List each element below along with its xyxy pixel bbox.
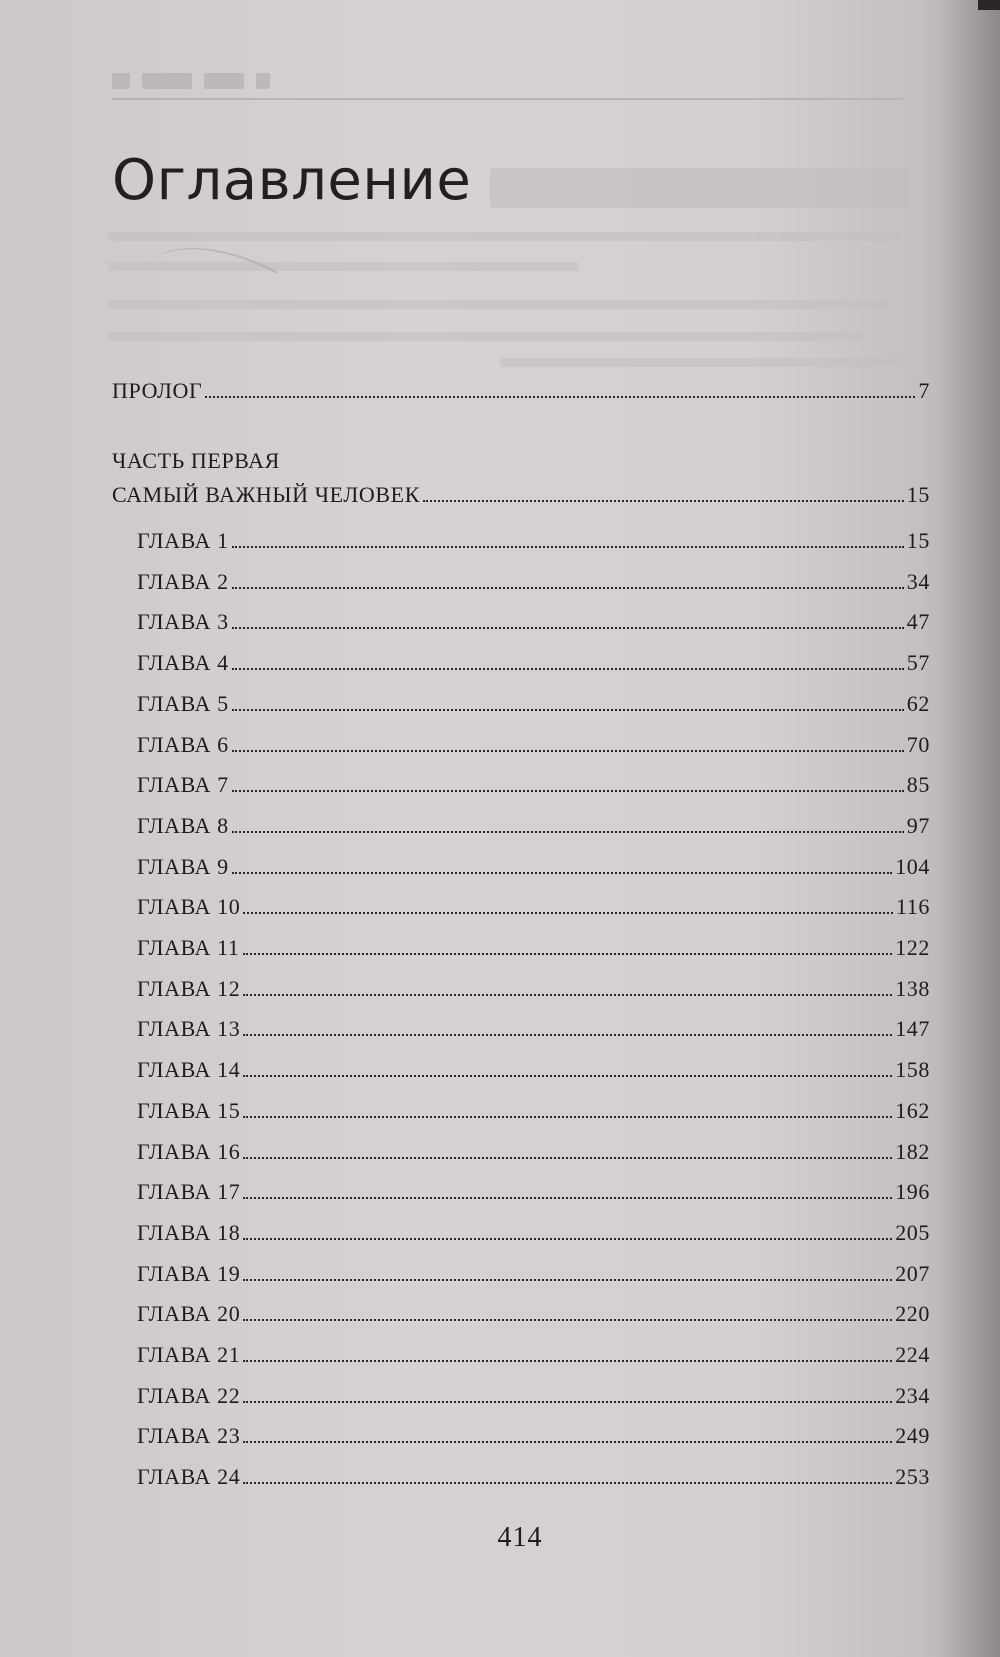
bleed-through-line: [500, 358, 900, 367]
toc-entry-chapter[interactable]: [137, 893, 930, 921]
dot-leader: [232, 546, 904, 548]
toc-entry-part-title[interactable]: [112, 481, 930, 509]
toc-entry-page: 182: [895, 1138, 930, 1164]
toc-entry-label: ГЛАВА 18: [137, 1219, 241, 1245]
toc-entry-label: ГЛАВА 20: [137, 1301, 241, 1327]
toc-entry-label: ГЛАВА 10: [137, 894, 241, 920]
toc-entry-chapter[interactable]: [137, 1382, 930, 1410]
toc-entry-label: ГЛАВА 4: [137, 650, 229, 676]
toc-entry-page: 47: [906, 609, 930, 635]
toc-entry-page: 158: [895, 1057, 930, 1083]
part-label: ЧАСТЬ ПЕРВАЯ: [112, 448, 280, 473]
bleed-through-title: [490, 168, 910, 208]
toc-entry-page: 162: [895, 1097, 930, 1123]
dot-leader: [232, 790, 904, 792]
dot-leader: [232, 750, 904, 752]
toc-entry-page: 70: [906, 731, 930, 757]
toc-entry-chapter[interactable]: [137, 1219, 930, 1247]
toc-entry-page: 253: [895, 1464, 930, 1490]
dot-leader: [232, 668, 904, 670]
toc-entry-chapter[interactable]: [137, 975, 930, 1003]
dot-leader: [243, 994, 892, 996]
dot-leader: [205, 396, 915, 398]
toc-entry-page: 249: [895, 1423, 930, 1449]
dot-leader: [423, 500, 904, 502]
dot-leader: [232, 831, 904, 833]
toc-entry-chapter[interactable]: [137, 568, 930, 596]
toc-entry-chapter[interactable]: [137, 731, 930, 759]
toc-entry-page: 196: [895, 1179, 930, 1205]
toc-entry-page: 34: [906, 568, 930, 594]
toc-entry-label: ГЛАВА 9: [137, 853, 229, 879]
toc-entry-label: ГЛАВА 1: [137, 528, 229, 553]
toc-entry-chapter[interactable]: [137, 934, 930, 962]
toc-entry-chapter[interactable]: [137, 1341, 930, 1369]
dot-leader: [243, 953, 893, 955]
toc-entry-page: 116: [896, 894, 930, 920]
toc-entry-page: 15: [906, 482, 930, 507]
toc-entry-label: ГЛАВА 11: [137, 935, 240, 960]
dot-leader: [243, 1401, 892, 1403]
toc-entry-chapter[interactable]: [137, 771, 930, 799]
dot-leader: [243, 912, 893, 914]
toc-entry-label: ГЛАВА 6: [137, 731, 229, 757]
toc-entry-label: ГЛАВА 15: [137, 1097, 241, 1123]
toc-entry-prologue[interactable]: [112, 377, 930, 405]
toc-entry-page: 147: [895, 1016, 930, 1042]
toc-entry-label: ГЛАВА 7: [137, 772, 229, 798]
toc-entry-page: 220: [895, 1301, 930, 1327]
toc-entry-chapter[interactable]: [137, 1138, 930, 1166]
toc-entry-page: 207: [895, 1260, 930, 1286]
dot-leader: [243, 1197, 892, 1199]
toc-entry-label: ГЛАВА 2: [137, 568, 229, 594]
toc-entry-label: ГЛАВА 21: [137, 1342, 241, 1367]
toc-entry-label: ПРОЛОГ: [112, 378, 203, 403]
dot-leader: [232, 627, 904, 629]
dot-leader: [243, 1441, 892, 1443]
toc-entry-chapter[interactable]: [137, 853, 930, 881]
dot-leader: [232, 872, 892, 874]
toc-entry-chapter[interactable]: [137, 1463, 930, 1491]
toc-entry-page: 97: [906, 812, 930, 838]
toc-entry-page: 224: [895, 1342, 930, 1367]
toc-entry-chapter[interactable]: [137, 608, 930, 636]
toc-entry-label: ГЛАВА 8: [137, 812, 229, 838]
toc-entry-label: ГЛАВА 13: [137, 1016, 241, 1042]
toc-entry-chapter[interactable]: [137, 1260, 930, 1288]
toc-entry-label: ГЛАВА 5: [137, 690, 229, 716]
toc-entry-page: 122: [895, 935, 930, 960]
dot-leader: [243, 1238, 892, 1240]
toc-entry-label: ГЛАВА 16: [137, 1138, 241, 1164]
toc-entry-label: ГЛАВА 3: [137, 609, 229, 635]
toc-entry-chapter[interactable]: [137, 1015, 930, 1043]
toc-entry-label: ГЛАВА 14: [137, 1057, 241, 1083]
toc-entry-page: 138: [895, 975, 930, 1001]
dot-leader: [243, 1075, 892, 1077]
dot-leader: [243, 1116, 892, 1118]
toc-entry-page: 62: [906, 690, 930, 716]
toc-entry-page: 104: [895, 853, 930, 879]
page-edge-shadow: [940, 0, 1000, 1657]
toc-entry-chapter[interactable]: [137, 1422, 930, 1450]
toc-entry-page: 57: [906, 650, 930, 676]
toc-entry-label: ГЛАВА 23: [137, 1423, 241, 1449]
toc-entry-label: ГЛАВА 19: [137, 1260, 241, 1286]
page-corner: [978, 0, 1000, 10]
bleed-through-line: [108, 332, 868, 341]
toc-entry-page: 15: [906, 528, 930, 553]
toc-entry-chapter[interactable]: [137, 649, 930, 677]
dot-leader: [243, 1157, 892, 1159]
page-title: Оглавление: [112, 148, 472, 213]
toc-entry-chapter[interactable]: [137, 527, 930, 555]
toc-entry-label: ГЛАВА 17: [137, 1179, 241, 1205]
toc-entry-chapter[interactable]: [137, 1056, 930, 1084]
toc-entry-label: ГЛАВА 12: [137, 975, 241, 1001]
bleed-through-header: [112, 70, 282, 92]
dot-leader: [243, 1034, 892, 1036]
dot-leader: [243, 1482, 892, 1484]
toc-entry-label: САМЫЙ ВАЖНЫЙ ЧЕЛОВЕК: [112, 482, 420, 507]
dot-leader: [243, 1360, 892, 1362]
toc-entry-chapter[interactable]: [137, 1097, 930, 1125]
header-rule: [112, 98, 902, 100]
toc-entry-page: 234: [895, 1382, 930, 1408]
toc-entry-chapter[interactable]: [137, 1300, 930, 1328]
page-number: 414: [497, 1522, 543, 1553]
toc-entry-page: 205: [895, 1219, 930, 1245]
dot-leader: [243, 1279, 892, 1281]
toc-entry-page: 85: [906, 772, 930, 798]
dot-leader: [232, 587, 904, 589]
dot-leader: [232, 709, 904, 711]
bleed-through-line: [108, 232, 898, 241]
toc-entry-chapter[interactable]: [137, 812, 930, 840]
toc-entry-label: ГЛАВА 22: [137, 1382, 241, 1408]
dot-leader: [243, 1319, 892, 1321]
toc-entry-page: 7: [918, 378, 930, 403]
toc-entry-chapter[interactable]: [137, 1178, 930, 1206]
toc-entry-label: ГЛАВА 24: [137, 1464, 241, 1490]
toc-entry-chapter[interactable]: [137, 690, 930, 718]
